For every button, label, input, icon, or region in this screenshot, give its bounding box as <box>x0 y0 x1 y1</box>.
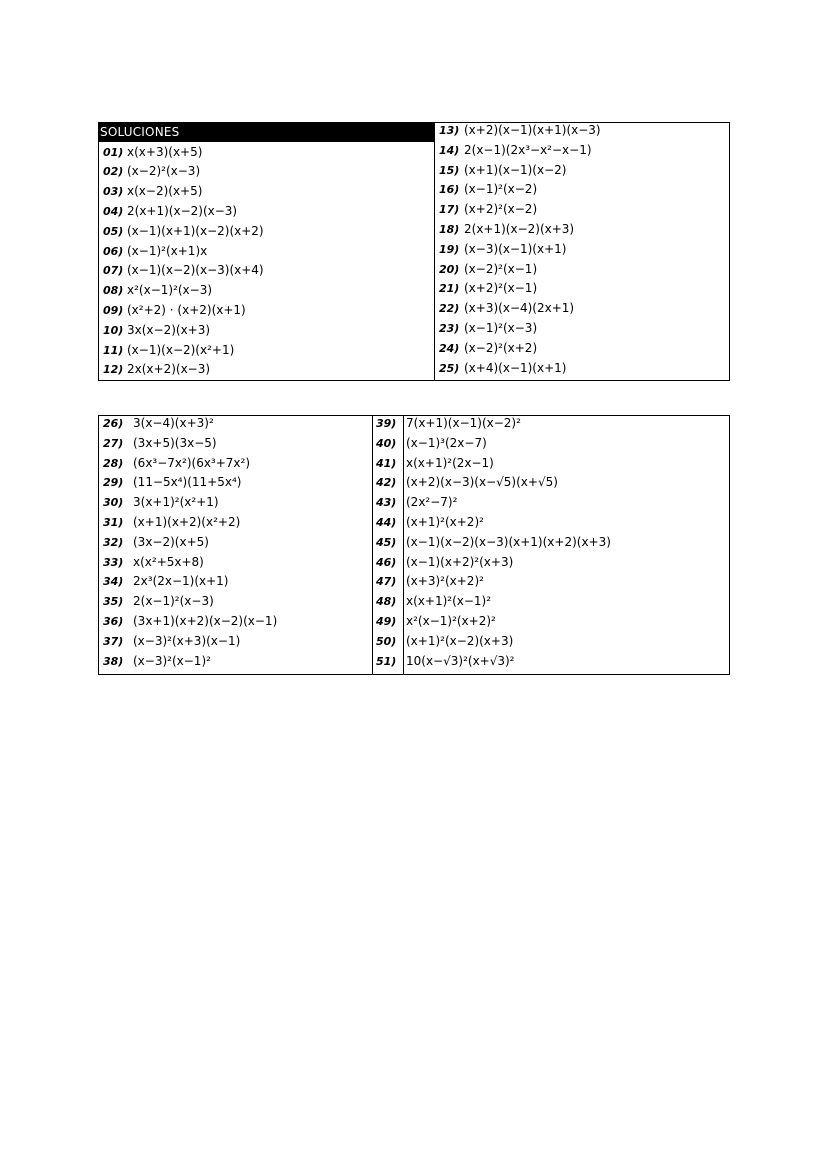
solution-row <box>99 143 434 163</box>
solution-row <box>435 260 729 280</box>
solution-expression: (11−5x⁴)(11+5x⁴) <box>133 475 242 490</box>
solution-expression: 2x(x+2)(x−3) <box>127 362 211 377</box>
solution-number: 40) <box>376 436 397 450</box>
solution-number: 49) <box>376 615 397 628</box>
solution-row <box>99 222 434 242</box>
solution-number: 23) <box>439 322 460 335</box>
solution-expression-cell <box>131 553 372 573</box>
table2-right-number-column <box>373 416 404 674</box>
solution-expression: 3x(x−2)(x+3) <box>127 322 211 337</box>
solution-expression-cell <box>131 592 372 612</box>
solution-expression-cell <box>131 493 372 513</box>
solution-row <box>99 321 434 341</box>
solution-number: 24) <box>439 341 460 355</box>
solution-row <box>435 240 729 260</box>
solution-expression: x(x+1)²(2x−1) <box>406 455 494 470</box>
solution-number-cell <box>99 553 131 573</box>
solution-expression-cell <box>404 513 729 533</box>
solution-expression: 2(x−1)(2x³−x²−x−1) <box>464 142 592 157</box>
solution-expression: (x−1)(x−2)(x²+1) <box>127 342 235 357</box>
solution-number: 21) <box>439 282 460 296</box>
solution-number-cell <box>373 454 403 474</box>
table2-right-expression-column <box>404 416 729 674</box>
table-header: SOLUCIONES <box>99 123 434 142</box>
solutions-table-1 <box>98 122 730 381</box>
solution-number-cell <box>99 572 131 592</box>
solution-number: 14) <box>439 143 460 157</box>
solution-number: 16) <box>439 183 460 197</box>
solution-row <box>99 261 434 281</box>
solution-expression: (x−1)(x−2)(x−3)(x+1)(x+2)(x+3) <box>406 534 611 549</box>
solution-number: 26) <box>103 417 124 430</box>
solution-number-cell <box>99 612 131 632</box>
solution-row <box>435 339 729 359</box>
solution-number: 44) <box>376 516 397 529</box>
solution-number: 50) <box>376 634 397 648</box>
solution-number-cell <box>99 473 131 493</box>
solution-expression: x²(x−1)²(x−3) <box>127 283 213 298</box>
solution-expression: 2(x−1)²(x−3) <box>133 594 214 609</box>
solution-number: 08) <box>103 284 124 298</box>
solution-number: 37) <box>103 634 124 648</box>
solution-expression: (x²+2) · (x+2)(x+1) <box>127 302 246 317</box>
solution-number-cell <box>373 612 403 632</box>
solution-number-cell <box>373 513 403 533</box>
solution-number: 06) <box>103 244 124 258</box>
solution-number: 25) <box>439 361 460 375</box>
solution-number: 32) <box>103 535 124 549</box>
solution-expression: (x−1)²(x−2) <box>464 182 538 197</box>
solution-number: 22) <box>439 302 460 316</box>
solution-number: 20) <box>439 262 460 276</box>
solution-number: 43) <box>376 496 397 510</box>
solution-expression: (x−2)²(x−1) <box>464 261 538 276</box>
solution-expression-cell <box>404 434 729 454</box>
solution-number-cell <box>99 454 131 474</box>
solution-expression-cell <box>404 632 729 652</box>
solution-row <box>435 299 729 319</box>
solution-number: 51) <box>376 654 397 668</box>
table2-left-expression-column <box>131 416 373 674</box>
solution-number: 12) <box>103 363 124 377</box>
solution-number-cell <box>373 473 403 493</box>
solution-row <box>99 360 434 380</box>
solution-expression: 3(x−4)(x+3)² <box>133 416 214 430</box>
solution-row <box>435 200 729 220</box>
solution-number: 02) <box>103 165 124 179</box>
solution-number: 17) <box>439 203 460 217</box>
solution-row <box>435 161 729 181</box>
solution-expression-cell <box>131 533 372 553</box>
solution-number: 48) <box>376 595 397 609</box>
solution-expression: (x+1)(x−1)(x−2) <box>464 162 567 177</box>
solution-number-cell <box>373 632 403 652</box>
solution-expression: (3x+5)(3x−5) <box>133 435 217 450</box>
solution-number: 39) <box>376 417 397 430</box>
solution-number: 31) <box>103 516 124 529</box>
solution-row <box>99 242 434 262</box>
solution-expression-cell <box>131 632 372 652</box>
solution-number: 18) <box>439 223 460 236</box>
solution-number: 38) <box>103 654 124 668</box>
solution-expression: (x−1)²(x+1)x <box>127 243 208 258</box>
solution-expression: 7(x+1)(x−1)(x−2)² <box>406 416 521 430</box>
solution-expression-cell <box>404 533 729 553</box>
solution-expression: (x+1)²(x+2)² <box>406 515 484 529</box>
solution-expression: (2x²−7)² <box>406 495 458 510</box>
solution-number-cell <box>99 493 131 513</box>
solution-expression: x(x²+5x+8) <box>133 554 204 569</box>
solution-expression: (x−1)³(2x−7) <box>406 435 487 450</box>
solution-number: 09) <box>103 303 124 317</box>
solution-expression-cell <box>404 473 729 493</box>
solution-number-cell <box>373 414 403 434</box>
solution-number: 30) <box>103 496 124 510</box>
solution-row <box>99 301 434 321</box>
solution-number-cell <box>373 652 403 672</box>
solution-number-cell <box>99 434 131 454</box>
solution-number: 11) <box>103 343 124 357</box>
solution-row <box>435 359 729 379</box>
solution-expression-cell <box>131 513 372 533</box>
solution-number-cell <box>373 533 403 553</box>
solution-expression: (3x−2)(x+5) <box>133 534 209 549</box>
solution-number-cell <box>373 572 403 592</box>
solution-expression-cell <box>131 652 372 672</box>
solution-expression-cell <box>131 572 372 592</box>
solution-number-cell <box>373 553 403 573</box>
solution-row <box>435 319 729 339</box>
solution-expression: (x−3)²(x+3)(x−1) <box>133 633 241 648</box>
solution-expression: (x+2)²(x−1) <box>464 281 538 296</box>
solution-expression-cell <box>131 454 372 474</box>
solution-number-cell <box>99 513 131 533</box>
solution-number: 04) <box>103 204 124 218</box>
solution-number: 35) <box>103 595 124 609</box>
solution-expression: (6x³−7x²)(6x³+7x²) <box>133 455 251 470</box>
solution-row <box>435 220 729 240</box>
solution-row <box>99 162 434 182</box>
solution-number-cell <box>99 592 131 612</box>
solution-expression: 10(x−√3)²(x+√3)² <box>406 653 515 668</box>
solution-number-cell <box>99 533 131 553</box>
solution-expression-cell <box>404 612 729 632</box>
solution-expression: (x+3)²(x+2)² <box>406 574 484 589</box>
solution-expression: 2(x+1)(x−2)(x−3) <box>127 203 238 218</box>
solution-number: 10) <box>103 323 124 337</box>
solution-number-cell <box>373 592 403 612</box>
solutions-table-2 <box>98 415 730 675</box>
solution-expression-cell <box>404 493 729 513</box>
solution-expression-cell <box>404 553 729 573</box>
solution-number-cell <box>99 652 131 672</box>
solution-number-cell <box>373 434 403 454</box>
solution-number: 13) <box>439 124 460 137</box>
solution-number: 15) <box>439 163 460 177</box>
solution-expression: (x+3)(x−4)(2x+1) <box>464 301 575 316</box>
solution-expression-cell <box>404 414 729 434</box>
solution-number: 01) <box>103 145 124 159</box>
solution-expression: (x−1)(x+2)²(x+3) <box>406 554 514 569</box>
table2-left-number-column <box>99 416 131 674</box>
solution-number: 27) <box>103 436 124 450</box>
solution-expression-cell <box>404 572 729 592</box>
solution-number-cell <box>373 493 403 513</box>
solution-number: 34) <box>103 575 124 589</box>
solution-expression: 2x³(2x−1)(x+1) <box>133 574 229 589</box>
solution-number: 46) <box>376 555 397 569</box>
solution-number: 29) <box>103 476 124 490</box>
table1-left-column <box>99 123 435 380</box>
solution-expression: (x−2)²(x−3) <box>127 164 201 179</box>
solution-expression-cell <box>131 473 372 493</box>
solution-row <box>99 281 434 301</box>
solution-expression: (x−2)²(x+2) <box>464 340 538 355</box>
solution-expression-cell <box>131 434 372 454</box>
solution-expression: x(x−2)(x+5) <box>127 184 203 199</box>
solution-expression: (x+2)(x−3)(x−√5)(x+√5) <box>406 475 558 490</box>
solution-expression-cell <box>404 454 729 474</box>
solution-number: 42) <box>376 476 397 490</box>
solution-row <box>435 180 729 200</box>
solution-row <box>99 202 434 222</box>
solution-row <box>99 341 434 361</box>
solution-number-cell <box>99 414 131 434</box>
table1-right-column <box>435 123 729 380</box>
solution-expression: (x−1)(x−2)(x−3)(x+4) <box>127 263 264 278</box>
solution-expression: (x+1)²(x−2)(x+3) <box>406 633 514 648</box>
solution-number: 33) <box>103 555 124 569</box>
solution-row <box>435 279 729 299</box>
solution-number: 07) <box>103 264 124 278</box>
solution-expression: x(x+3)(x+5) <box>127 144 203 159</box>
solution-expression-cell <box>404 592 729 612</box>
solution-number: 47) <box>376 575 397 589</box>
solution-expression: (x−1)²(x−3) <box>464 321 538 335</box>
solution-number: 28) <box>103 456 124 470</box>
solution-expression: 2(x+1)(x−2)(x+3) <box>464 222 575 236</box>
solution-expression: (x−1)(x+1)(x−2)(x+2) <box>127 223 264 238</box>
solution-row <box>435 121 729 141</box>
solution-number: 05) <box>103 224 124 238</box>
solution-expression: (x+1)(x+2)(x²+2) <box>133 515 241 529</box>
solution-number: 19) <box>439 242 460 256</box>
solution-number: 45) <box>376 535 397 549</box>
solution-expression: x(x+1)²(x−1)² <box>406 594 492 609</box>
solution-row <box>99 182 434 202</box>
solution-number: 41) <box>376 456 397 470</box>
solution-expression: (x+4)(x−1)(x+1) <box>464 360 567 375</box>
solution-expression: (x−3)(x−1)(x+1) <box>464 241 567 256</box>
solution-expression: (x−3)²(x−1)² <box>133 653 211 668</box>
solution-expression: x²(x−1)²(x+2)² <box>406 614 496 628</box>
solution-expression: 3(x+1)²(x²+1) <box>133 495 219 510</box>
solution-expression: (3x+1)(x+2)(x−2)(x−1) <box>133 614 278 628</box>
solution-row <box>435 141 729 161</box>
solution-number: 03) <box>103 185 124 199</box>
solution-expression: (x+2)²(x−2) <box>464 202 538 217</box>
solution-number-cell <box>99 632 131 652</box>
solution-expression-cell <box>131 414 372 434</box>
solution-expression-cell <box>404 652 729 672</box>
solution-expression: (x+2)(x−1)(x+1)(x−3) <box>464 123 601 137</box>
solution-number: 36) <box>103 615 124 628</box>
solution-expression-cell <box>131 612 372 632</box>
